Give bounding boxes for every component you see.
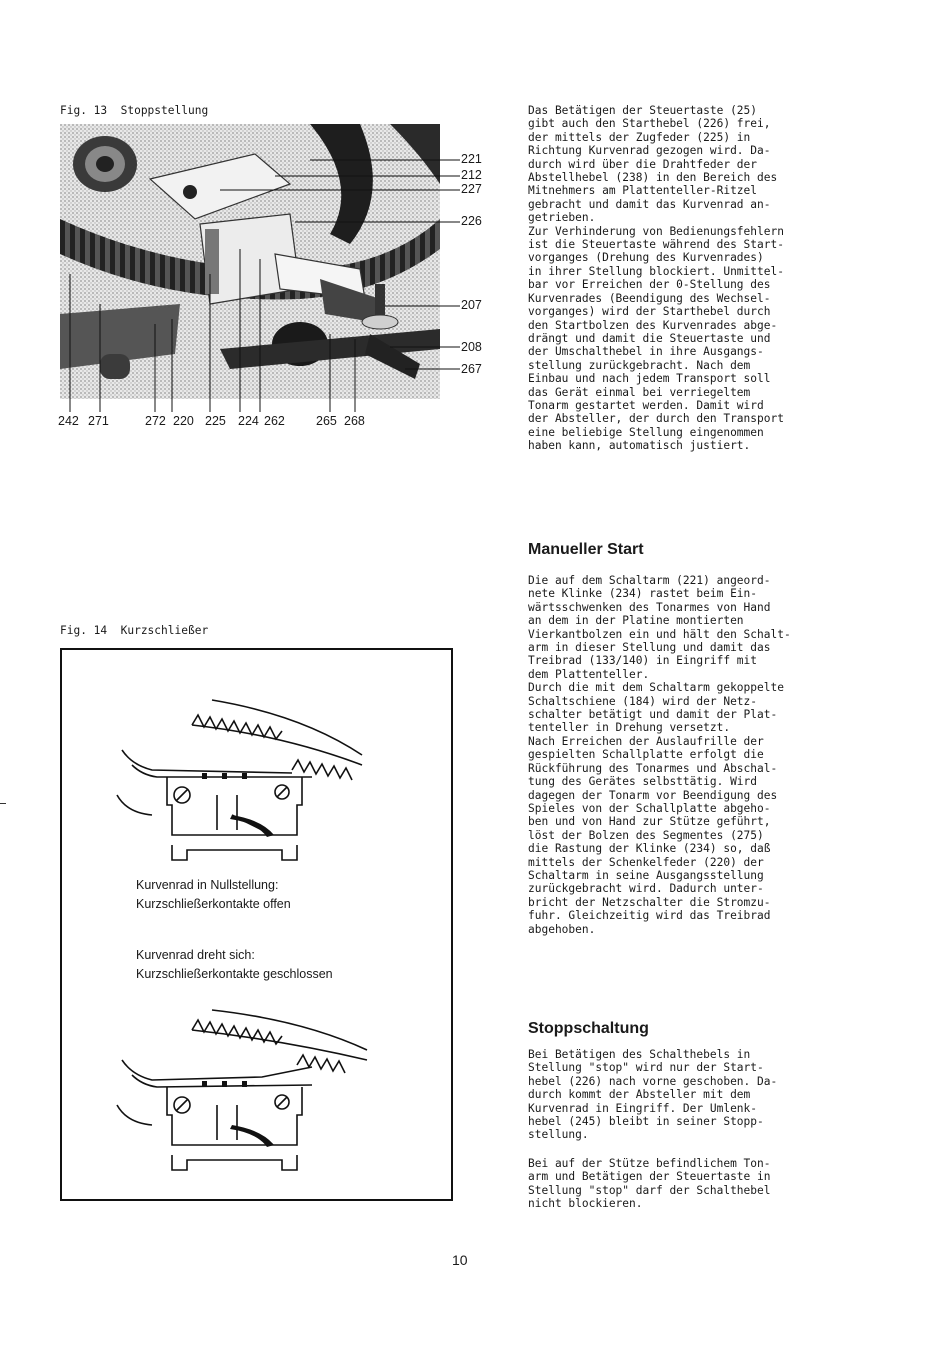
manueller-start-line: Schaltarm in seine Ausgangsstellung xyxy=(528,868,764,882)
stoppschaltung-line: durch kommt der Absteller mit dem xyxy=(528,1088,751,1102)
fig14-frame xyxy=(60,648,453,1201)
stoppschaltung-line: Bei Betätigen des Schalthebels in xyxy=(528,1048,751,1061)
manueller-start-line: mittels der Schenkelfeder (220) der xyxy=(528,855,764,869)
manueller-start-line: Die auf dem Schaltarm (221) angeord- xyxy=(528,574,771,587)
manueller-start-line: Rückführung des Tonarmes und Abschal- xyxy=(528,761,778,775)
stoppschaltung-2-line: nicht blockieren. xyxy=(528,1197,643,1211)
callout-265: 265 xyxy=(316,414,337,428)
callout-226: 226 xyxy=(461,214,482,228)
right-top-text-line: Richtung Kurvenrad gezogen wird. Da- xyxy=(528,144,771,158)
right-top-text-line: Mitnehmers am Plattenteller-Ritzel xyxy=(528,184,758,198)
manueller-start-line: zurückgebracht wird. Dadurch unter- xyxy=(528,882,764,896)
manueller-start-line: dagegen der Tonarm vor Beendigung des xyxy=(528,788,778,802)
right-top-text-line: eine beliebige Stellung eingenommen xyxy=(528,425,764,439)
callout-267: 267 xyxy=(461,362,482,376)
manueller-start-line: die Rastung der Klinke (234) so, daß xyxy=(528,842,771,856)
manueller-start-line: Durch die mit dem Schaltarm gekoppelte xyxy=(528,681,784,695)
manueller-start-line: gespielten Schallplatte erfolgt die xyxy=(528,748,764,762)
stoppschaltung-2-line: arm und Betätigen der Steuertaste in xyxy=(528,1170,771,1184)
callout-212: 212 xyxy=(461,168,482,182)
manueller-start-line: arm in dieser Stellung und damit das xyxy=(528,641,771,655)
stoppschaltung-line: hebel (245) bleibt in seiner Stopp- xyxy=(528,1115,764,1129)
stoppschaltung-line: stellung. xyxy=(528,1128,589,1142)
fig14-caption1-line2: Kurzschließerkontakte offen xyxy=(136,897,291,911)
right-top-text-line: Kurvenrades (Beendigung des Wechsel- xyxy=(528,291,771,305)
right-top-text-line: getrieben. xyxy=(528,211,596,225)
right-top-text-line: der mittels der Zugfeder (225) in xyxy=(528,130,751,144)
right-top-text-line: in ihrer Stellung blockiert. Unmittel- xyxy=(528,264,784,278)
manueller-start-line: nete Klinke (234) rastet beim Ein- xyxy=(528,587,758,601)
right-top-text-line: das Gerät einmal bei verriegeltem xyxy=(528,385,751,399)
manueller-start-line: abgehoben. xyxy=(528,922,596,936)
right-top-text-line: Zur Verhinderung von Bedienungsfehlern xyxy=(528,224,784,238)
callout-221: 221 xyxy=(461,152,482,166)
right-top-text-line: der Umschalthebel in ihre Ausgangs- xyxy=(528,345,764,359)
right-top-text-line: gibt auch den Starthebel (226) frei, xyxy=(528,117,771,131)
manueller-start-line: fuhr. Gleichzeitig wird das Treibrad xyxy=(528,909,771,923)
manueller-start-line: Vierkantbolzen ein und hält den Schalt- xyxy=(528,627,791,641)
manueller-start-heading: Manueller Start xyxy=(528,541,644,558)
fig13-caption: Fig. 13 Stoppstellung xyxy=(60,104,209,117)
manueller-start-line: bricht der Netzschalter die Stromzu- xyxy=(528,895,771,909)
right-top-text-line: stellung zurückgebracht. Nach dem xyxy=(528,358,751,372)
right-top-text xyxy=(528,104,784,453)
manueller-start-line: löst der Bolzen des Segmentes (275) xyxy=(528,828,764,842)
stoppschaltung-text xyxy=(528,1048,777,1142)
manueller-start-line: Schaltschiene (184) wird der Netz- xyxy=(528,694,758,708)
right-top-text-line: drängt und damit die Steuertaste und xyxy=(528,331,771,345)
right-top-text-line: vorganges (Drehung des Kurvenrades) xyxy=(528,251,764,265)
callout-242: 242 xyxy=(58,414,79,428)
fig14-caption1-line1: Kurvenrad in Nullstellung: xyxy=(136,878,279,892)
edge-mark xyxy=(0,803,6,804)
manueller-start-text xyxy=(528,574,791,936)
stoppschaltung-line: Kurvenrad in Eingriff. Der Umlenk- xyxy=(528,1101,758,1115)
callout-268: 268 xyxy=(344,414,365,428)
right-top-text-line: Abstellhebel (238) in den Bereich des xyxy=(528,171,778,185)
stoppschaltung-2-line: Stellung "stop" darf der Schalthebel xyxy=(528,1183,771,1197)
manueller-start-line: tung des Gerätes selbsttätig. Wird xyxy=(528,775,758,789)
stoppschaltung-text-2 xyxy=(528,1157,770,1211)
manueller-start-line: wärtsschwenken des Tonarmes von Hand xyxy=(528,600,771,614)
manueller-start-line: tenteller in Drehung versetzt. xyxy=(528,721,731,735)
manueller-start-line: schalter betätigt und damit der Plat- xyxy=(528,708,778,722)
manueller-start-line: ben und von Hand zur Stütze geführt, xyxy=(528,815,771,829)
right-top-text-line: Tonarm gestartet werden. Damit wird xyxy=(528,398,764,412)
right-top-text-line: haben kann, automatisch justiert. xyxy=(528,439,751,453)
right-top-text-line: Das Betätigen der Steuertaste (25) xyxy=(528,104,758,117)
manueller-start-line: Spieles von der Schallplatte abgeho- xyxy=(528,801,771,815)
stoppschaltung-line: hebel (226) nach vorne geschoben. Da- xyxy=(528,1074,778,1088)
right-top-text-line: gebracht und damit das Kurvenrad an- xyxy=(528,197,771,211)
kurvenrad-null-diagram xyxy=(112,695,412,865)
manueller-start-line: an dem in der Platine montierten xyxy=(528,614,744,628)
right-top-text-line: den Startbolzen des Kurvenrades abge- xyxy=(528,318,778,332)
fig14-caption: Fig. 14 Kurzschließer xyxy=(60,624,209,637)
callout-207: 207 xyxy=(461,298,482,312)
callout-262: 262 xyxy=(264,414,285,428)
stoppschaltung-line: Stellung "stop" wird nur der Start- xyxy=(528,1061,764,1075)
stoppschaltung-heading: Stoppschaltung xyxy=(528,1020,649,1037)
right-top-text-line: ist die Steuertaste während des Start- xyxy=(528,238,784,252)
right-top-text-line: durch wird über die Drahtfeder der xyxy=(528,157,758,171)
fig14-caption2-line1: Kurvenrad dreht sich: xyxy=(136,948,255,962)
callout-224: 224 xyxy=(238,414,259,428)
kurvenrad-dreht-diagram xyxy=(112,1005,412,1175)
callout-272: 272 xyxy=(145,414,166,428)
right-top-text-line: der Absteller, der durch den Transport xyxy=(528,412,784,426)
callout-220: 220 xyxy=(173,414,194,428)
manueller-start-line: Treibrad (133/140) in Eingriff mit xyxy=(528,654,758,668)
right-top-text-line: bar vor Erreichen der 0-Stellung des xyxy=(528,278,771,292)
manueller-start-line: Nach Erreichen der Auslaufrille der xyxy=(528,734,764,748)
manueller-start-line: dem Plattenteller. xyxy=(528,667,650,681)
callout-208: 208 xyxy=(461,340,482,354)
fig14-caption2-line2: Kurzschließerkontakte geschlossen xyxy=(136,967,333,981)
callout-227: 227 xyxy=(461,182,482,196)
page-number: 10 xyxy=(452,1252,468,1268)
stoppschaltung-2-line: Bei auf der Stütze befindlichem Ton- xyxy=(528,1157,771,1170)
callout-225: 225 xyxy=(205,414,226,428)
callout-271: 271 xyxy=(88,414,109,428)
right-top-text-line: Einbau und nach jedem Transport soll xyxy=(528,372,771,386)
right-top-text-line: vorganges) wird der Starthebel durch xyxy=(528,305,771,319)
fig13-photo xyxy=(60,124,500,414)
